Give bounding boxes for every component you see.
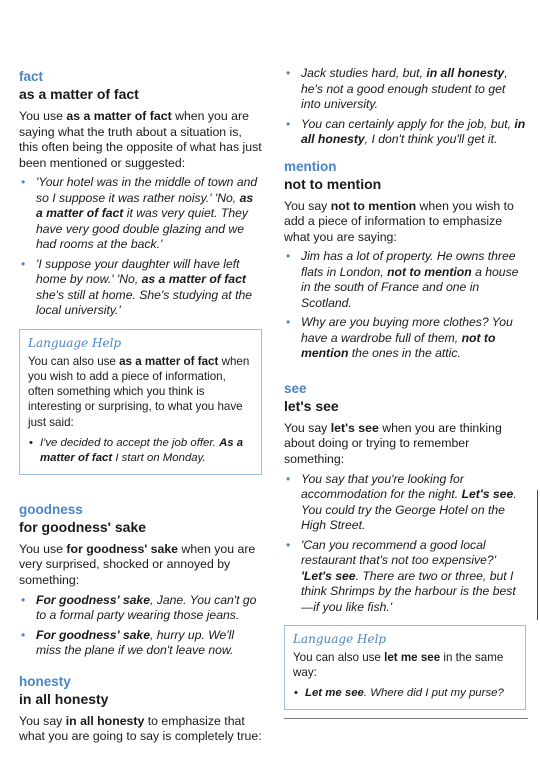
- phrase-lets-see: let's see: [284, 397, 339, 414]
- bullet-icon: •: [21, 592, 26, 607]
- entry-head-honesty: honesty: [19, 673, 71, 689]
- language-help-title: Language Help: [28, 335, 122, 350]
- example-item: • You can certainly apply for the job, but, in all honesty, I don't think you'll get it.: [286, 116, 526, 146]
- bottom-rule: [284, 718, 528, 719]
- language-help-box: [19, 329, 262, 475]
- examples-see: [284, 472, 526, 616]
- example-item: • For goodness' sake, hurry up. We'll miss the plane if we don't leave now.: [21, 627, 235, 658]
- definition-fact: You use as a matter of fact when you are saying what the truth about a situation is, this often being the opposite of what has just been mentioned or suggested:: [19, 109, 262, 170]
- language-help-title: Language Help: [293, 632, 387, 647]
- examples-honesty: [284, 66, 526, 148]
- example-item: • Jim has a lot of property. He owns three flats in London, not to mention a house in the south of France and one in Scotland.: [286, 249, 519, 310]
- example-item: • I've decided to accept the job offer. As a matter of fact I start on Monday.: [29, 436, 244, 464]
- language-help-examples: [293, 686, 518, 701]
- entry-head-see: see: [284, 380, 307, 396]
- bullet-icon: •: [21, 175, 26, 190]
- definition-goodness: You use for goodness' sake when you are very surprised, shocked or annoyed by something:: [19, 541, 256, 588]
- definition-honesty: You say in all honesty to emphasize that what you are going to say is completely true:: [19, 713, 262, 744]
- right-column: [284, 66, 526, 718]
- bullet-icon: •: [294, 687, 298, 700]
- definition-see: You say let's see when you are thinking about doing or trying to remember something:: [284, 420, 502, 466]
- entry-head-goodness: goodness: [19, 501, 83, 517]
- bullet-icon: •: [286, 249, 291, 264]
- bullet-icon: •: [21, 256, 26, 271]
- bullet-icon: •: [286, 116, 291, 131]
- example-item: • 'Your hotel was in the middle of town and so I suppose it was rather noisy.' 'No, as a matter of fact it was very quiet. They have very good double glazing and we had rooms at the back.': [21, 175, 258, 252]
- bullet-icon: •: [29, 436, 33, 449]
- example-item: • Let me see. Where did I put my purse?: [294, 687, 504, 700]
- example-item: • For goodness' sake, Jane. You can't go to a formal party wearing those jeans.: [21, 592, 257, 623]
- bullet-icon: •: [286, 471, 291, 486]
- bullet-icon: •: [286, 66, 291, 80]
- example-item: • Jack studies hard, but, in all honesty, he's not a good enough student to get into university.: [286, 66, 508, 111]
- margin-line: [537, 490, 538, 620]
- bullet-icon: •: [286, 315, 291, 330]
- examples-goodness: [19, 593, 262, 659]
- example-item: • You say that you're looking for accommodation for the night. Let's see. You could try the George Hotel on the High Street.: [286, 471, 517, 533]
- definition-mention: You say not to mention when you wish to add a piece of information to emphasize what you are saying:: [284, 198, 514, 244]
- phrase-in-all-honesty: in all honesty: [19, 690, 109, 707]
- example-item: • 'Can you recommend a good local restaurant that's not too expensive?' 'Let's see. There are two or three, but I think Shrimps by the harbour is the best—if you like fish.': [286, 537, 516, 614]
- phrase-for-goodness-sake: for goodness' sake: [19, 518, 147, 535]
- examples-mention: [284, 249, 526, 362]
- examples-fact: [19, 175, 262, 319]
- language-help-text: You can also use as a matter of fact when you wish to add a piece of information, often something which you think is interesting or surprising, to what you have just said:: [28, 354, 250, 429]
- entry-head-mention: mention: [284, 158, 337, 174]
- entry-head-fact: fact: [19, 69, 44, 84]
- language-help-text: You can also use let me see in the same way:: [293, 651, 504, 680]
- phrase-not-to-mention: not to mention: [284, 175, 382, 192]
- language-help-examples: [28, 436, 254, 466]
- left-column: [19, 68, 262, 749]
- example-item: • 'I suppose your daughter will have left home by now.' 'No, as a matter of fact she's still at home. She's studying at the local university.': [21, 256, 253, 318]
- example-item: • Why are you buying more clothes? You have a wardrobe full of them, not to mention the ones in the attic.: [286, 315, 513, 361]
- phrase-as-a-matter-of-fact: as a matter of fact: [19, 86, 139, 102]
- bullet-icon: •: [286, 537, 291, 552]
- language-help-box: [284, 625, 526, 710]
- bullet-icon: •: [21, 627, 26, 642]
